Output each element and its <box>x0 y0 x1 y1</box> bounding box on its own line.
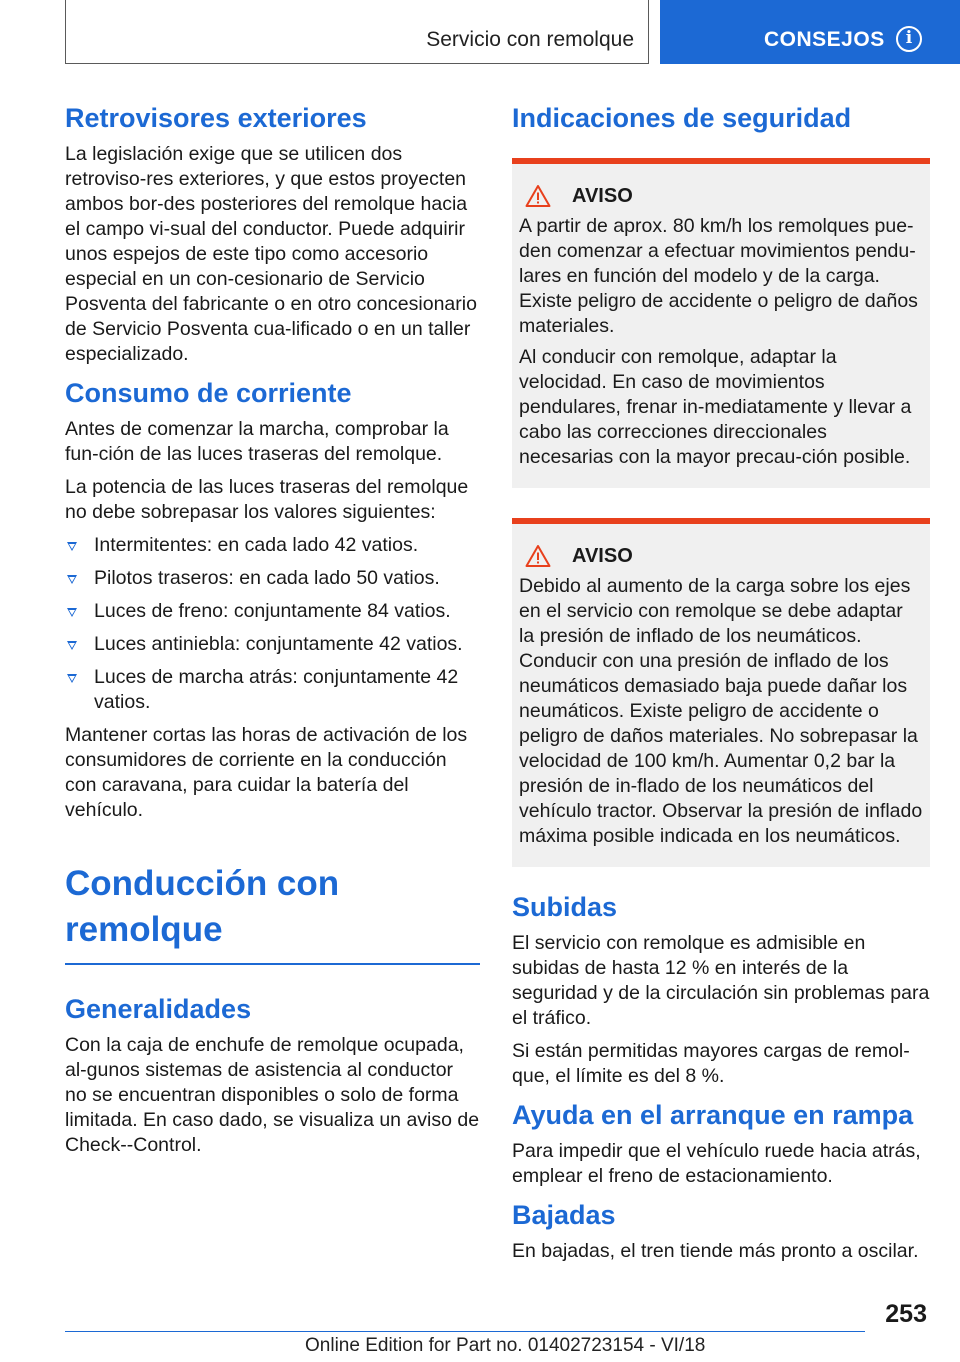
warning-title: AVISO <box>572 184 633 207</box>
warning-header <box>525 544 923 568</box>
right-column <box>512 100 930 1272</box>
section-title-subidas: Subidas <box>512 892 618 922</box>
generalidades-text: Con la caja de enchufe de remolque ocupada, al-gunos sistemas de asistencia al conductor no se encuentran disponibles o solo de forma limitada. En caso dado, se visualiza un aviso de Check--Control. <box>65 1034 480 1156</box>
header-section-title: Servicio con remolque <box>426 28 634 51</box>
list-item: Pilotos traseros: en cada lado 50 vatios. <box>65 566 480 591</box>
bullet-triangle-icon <box>67 575 77 584</box>
list-item: Intermitentes: en cada lado 42 vatios. <box>65 533 480 558</box>
consumo-paragraph-3: Mantener cortas las horas de activación de los consumidores de corriente en la conducción con caravana, para cuidar la batería del vehículo. <box>65 724 468 821</box>
power-limits-list <box>65 533 480 715</box>
section-title-bajadas: Bajadas <box>512 1200 616 1230</box>
section-title-consumo: Consumo de corriente <box>65 378 352 408</box>
consumo-paragraph-2: La potencia de las luces traseras del remolque no debe sobrepasar los valores siguientes: <box>65 476 469 523</box>
warning-1-paragraph-1: A partir de aprox. 80 km/h los remolques pue-den comenzar a efectuar movimientos pendu-lares en función del modelo y de la carga. Existe peligro de accidente o peligro de daños materiales. <box>519 215 918 337</box>
bullet-triangle-icon <box>67 641 77 650</box>
list-item: Luces de marcha atrás: conjuntamente 42 vatios. <box>65 665 480 715</box>
warning-title: AVISO <box>572 544 633 567</box>
bullet-triangle-icon <box>67 674 77 683</box>
section-title-rampa: Ayuda en el arranque en rampa <box>512 1100 914 1130</box>
warning-2-paragraph-1: Debido al aumento de la carga sobre los ejes en el servicio con remolque se debe adaptar la presión de inflado de los neumáticos. Conducir con una presión de inflado de los neumáticos demasiado baja puede dañar los neumáticos. Existe peligro de accidente o peligro de daños materiales. No sobrepasar la velocidad de 100 km/h. Aumentar 0,2 bar la presión de in-flado de los neumáticos del vehículo tractor. Observar la presión de inflado máxima posible indicada en los neumáticos. <box>519 575 923 847</box>
info-icon: i <box>896 26 922 52</box>
section-title-seguridad: Indicaciones de seguridad <box>512 103 852 133</box>
header-tab-label: CONSEJOS <box>764 28 885 51</box>
left-column <box>65 100 480 1166</box>
warning-box-1 <box>512 158 930 488</box>
consumo-paragraph-1: Antes de comenzar la marcha, comprobar la fun-ción de las luces traseras del remolque. <box>65 418 449 465</box>
rampa-text: Para impedir que el vehículo ruede hacia atrás, emplear el freno de estacionamiento. <box>512 1140 921 1187</box>
subidas-paragraph-1: El servicio con remolque es admisible en subidas de hasta 12 % en interés de la seguridad y de la circulación sin problemas para el tráfico. <box>512 932 930 1029</box>
header-tab-consejos[interactable] <box>660 0 960 64</box>
bajadas-text: En bajadas, el tren tiende más pronto a oscilar. <box>512 1240 919 1262</box>
section-title-retrovisores: Retrovisores exteriores <box>65 103 367 133</box>
list-item: Luces antiniebla: conjuntamente 42 vatios. <box>65 632 480 657</box>
list-item: Luces de freno: conjuntamente 84 vatios. <box>65 599 480 624</box>
header-section-box <box>65 0 649 64</box>
subidas-paragraph-2: Si están permitidas mayores cargas de remol-que, el límite es del 8 %. <box>512 1040 910 1087</box>
retrovisores-text: La legislación exige que se utilicen dos retroviso-res exteriores, y que estos proyecten ambos bor-des posteriores del remolque hacia el campo vi-sual del conductor. Puede adquirir unos espejos de este tipo como accesorio especial en un con-cesionario de Servicio Posventa del fabricante o en otro concesionario de Servicio Posventa cua-lificado o en un taller especializado. <box>65 143 477 365</box>
page-number: 253 <box>885 1300 927 1328</box>
footer-divider <box>65 1331 865 1332</box>
warning-triangle-icon <box>525 544 551 568</box>
chapter-title: Conducción con remolque <box>65 861 480 965</box>
bullet-triangle-icon <box>67 608 77 617</box>
section-title-generalidades: Generalidades <box>65 994 252 1024</box>
footer-edition: Online Edition for Part no. 01402723154 - VI/18 <box>305 1335 706 1356</box>
warning-1-paragraph-2: Al conducir con remolque, adaptar la velocidad. En caso de movimientos pendulares, frenar in-mediatamente y llevar a cabo las correcciones direccionales necesarias con la mayor precau-ción posible. <box>519 346 912 468</box>
warning-box-2 <box>512 518 930 867</box>
warning-triangle-icon <box>525 184 551 208</box>
bullet-triangle-icon <box>67 542 77 551</box>
warning-header <box>525 184 923 208</box>
